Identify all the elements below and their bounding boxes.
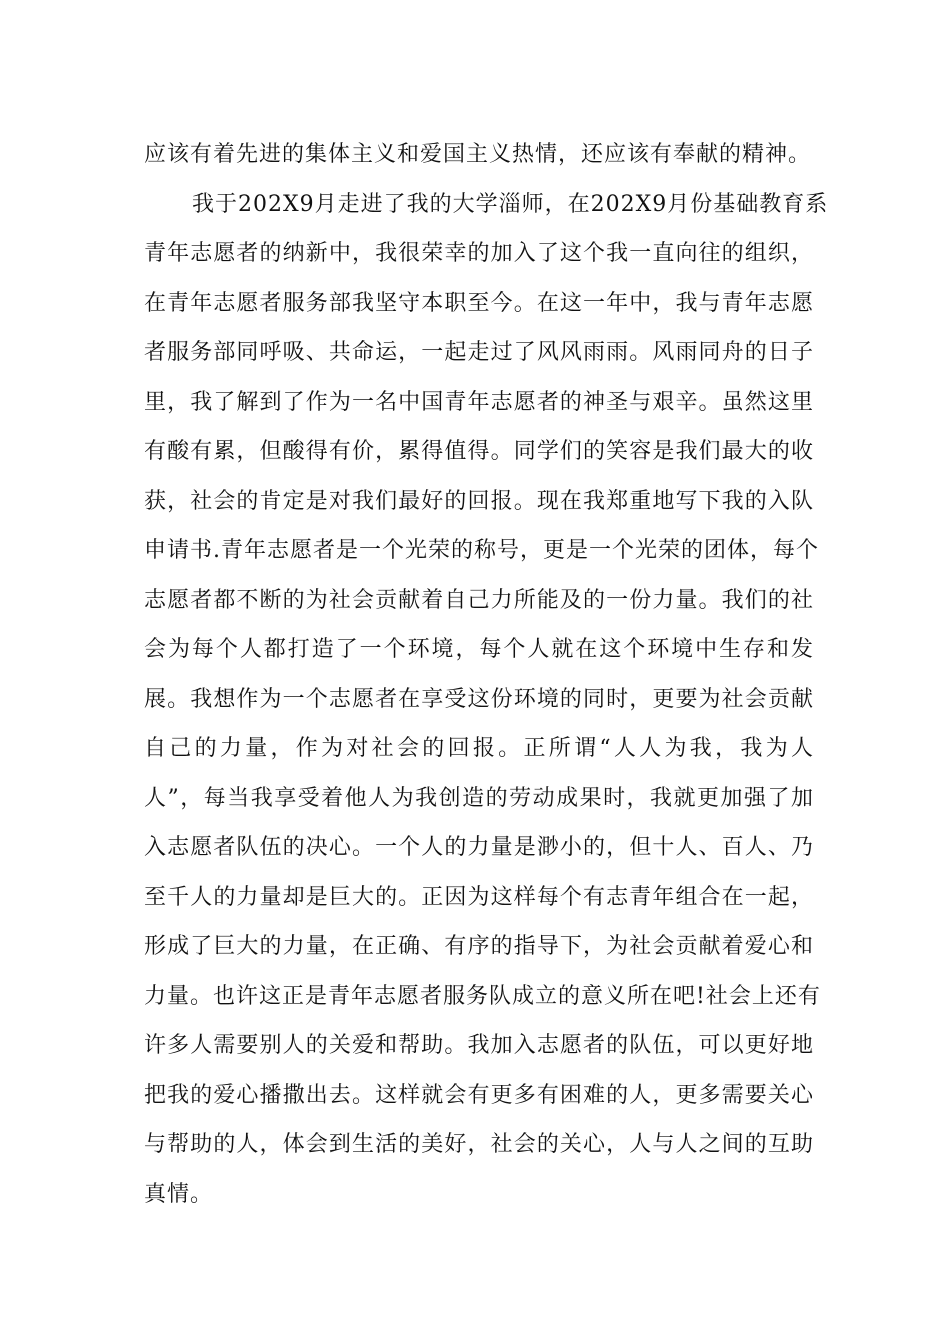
text-line: 形成了巨大的力量，在正确、有序的指导下，为社会贡献着爱心和	[144, 934, 814, 959]
text-line: 入志愿者队伍的决心。一个人的力量是渺小的，但十人、百人、乃	[144, 835, 814, 860]
text-line: 会为每个人都打造了一个环境，每个人就在这个环境中生存和发	[144, 637, 814, 662]
text-line: 展。我想作为一个志愿者在享受这份环境的同时，更要为社会贡献	[144, 686, 814, 712]
text-line: 者服务部同呼吸、共命运，一起走过了风风雨雨。风雨同舟的日子	[144, 340, 814, 365]
text-line: 里，我了解到了作为一名中国青年志愿者的神圣与艰辛。虽然这里	[144, 389, 814, 415]
text-line: 志愿者都不断的为社会贡献着自己力所能及的一份力量。我们的社	[144, 587, 814, 613]
text-line: 真情。	[144, 1181, 214, 1207]
text-line: 申请书.青年志愿者是一个光荣的称号，更是一个光荣的团体，每个	[144, 538, 819, 563]
text-line: 在青年志愿者服务部我坚守本职至今。在这一年中，我与青年志愿	[144, 290, 814, 316]
body-text	[144, 130, 829, 1219]
text-line: 人”，每当我享受着他人为我创造的劳动成果时，我就更加强了加	[144, 785, 814, 811]
text-line: 把我的爱心播撒出去。这样就会有更多有困难的人，更多需要关心	[144, 1082, 814, 1108]
text-line: 至千人的力量却是巨大的。正因为这样每个有志青年组合在一起，	[144, 884, 814, 910]
text-line: 有酸有累，但酸得有价，累得值得。同学们的笑容是我们最大的收	[144, 439, 814, 464]
text-line: 应该有着先进的集体主义和爱国主义热情，还应该有奉献的精神。	[144, 142, 812, 167]
text-line: 与帮助的人，体会到生活的美好，社会的关心，人与人之间的互助	[144, 1132, 814, 1157]
text-line: 自己的力量，作为对社会的回报。正所谓“人人为我，我为人	[144, 736, 814, 761]
text-line: 力量。也许这正是青年志愿者服务队成立的意义所在吧!社会上还有	[144, 983, 821, 1009]
text-line: 获，社会的肯定是对我们最好的回报。现在我郑重地写下我的入队	[144, 488, 814, 514]
text-line: 我于202X9月走进了我的大学淄师，在202X9月份基础教育系	[192, 191, 829, 217]
text-line: 青年志愿者的纳新中，我很荣幸的加入了这个我一直向往的组织，	[144, 241, 814, 266]
text-line: 许多人需要别人的关爱和帮助。我加入志愿者的队伍，可以更好地	[144, 1033, 814, 1058]
